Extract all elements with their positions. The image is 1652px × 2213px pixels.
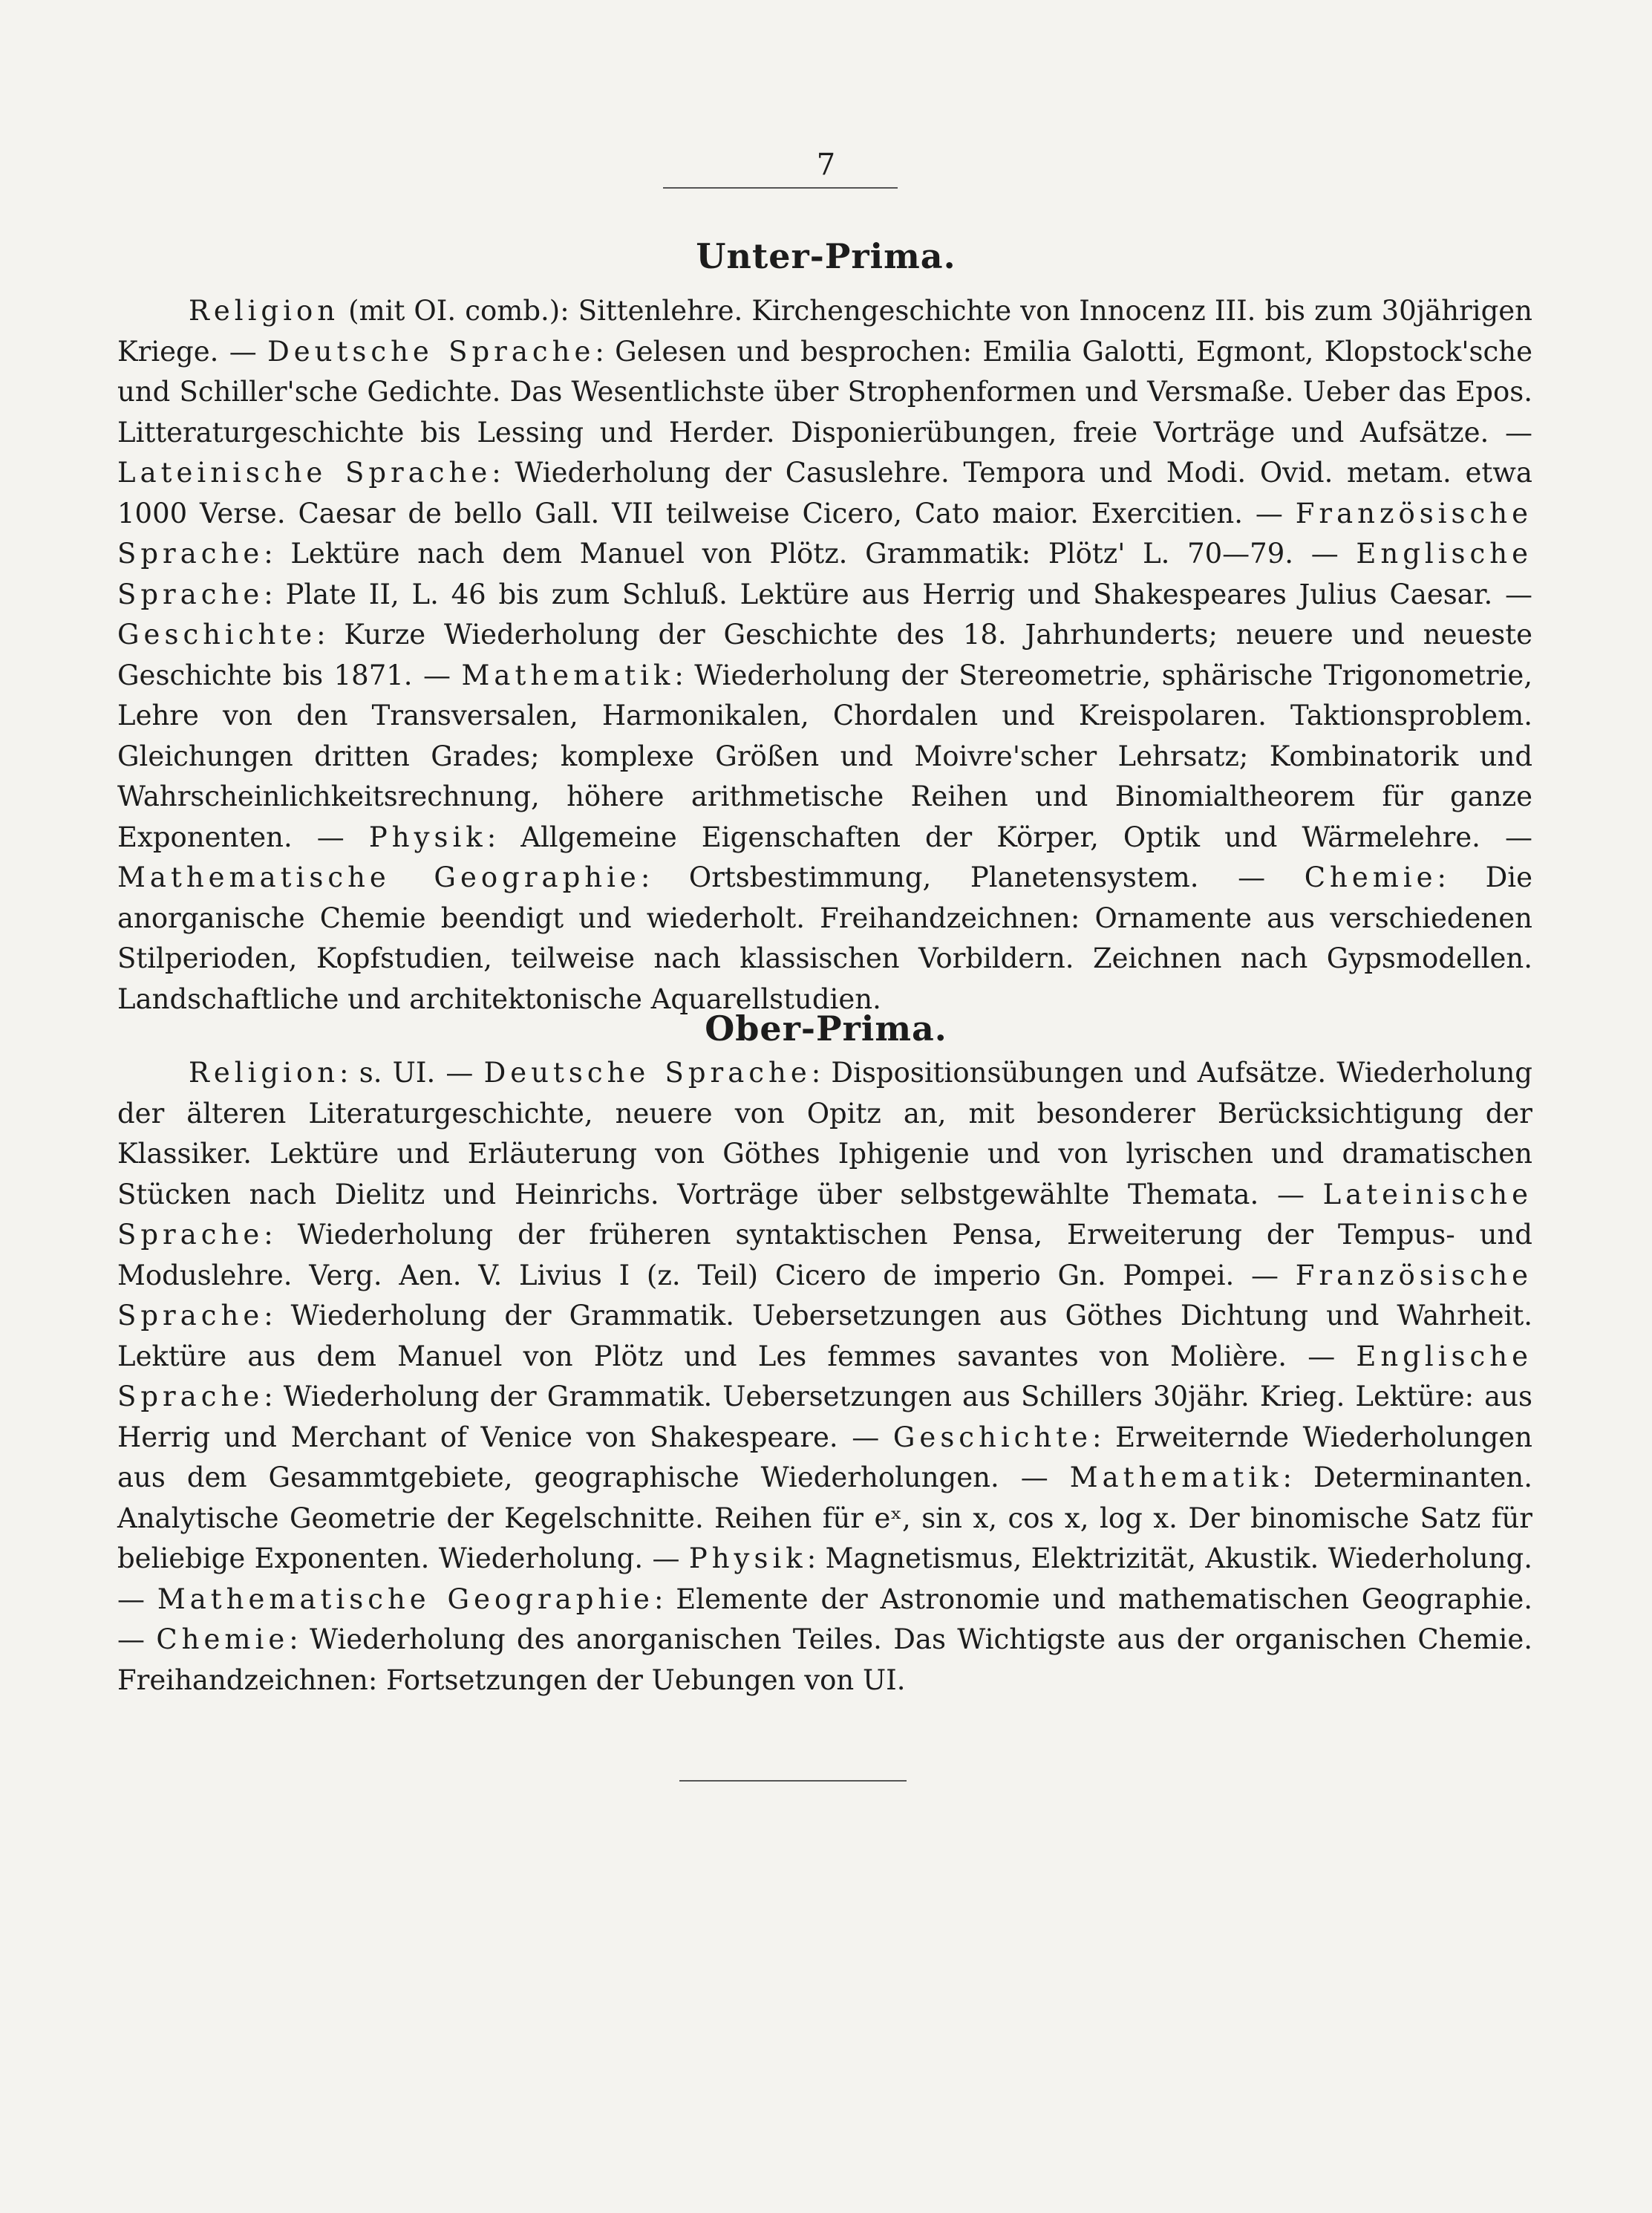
entry-text: : Wiederholung der Grammatik. Uebersetzungen aus Göthes Dichtung und Wahrheit. Lektüre aus dem Manuel von Plötz und Les femmes savantes von Molière. — [117,1300,1532,1372]
entry-text: : Plate II, L. 46 bis zum Schluß. Lektüre aus Herrig und Shakespeares Julius Caesar. — [264,578,1532,610]
subject-franzoesische-sprache: Französische Sprache [117,1259,1532,1332]
entry-text: : Allgemeine Eigenschaften der Körper, Optik und Wärmelehre. — [486,821,1532,853]
subject-geschichte: Geschichte [892,1421,1093,1453]
entry-text: : Wiederholung der früheren syntaktischen Pensa, Erweiterung der Tempus- und Moduslehre. Verg. Aen. V. Livius I (z. Teil) Cicero de imperio Gn. Pompei. — [117,1219,1532,1291]
subject-englische-sprache: Englische Sprache [117,538,1532,610]
entry-text: : Wiederholung der Casuslehre. Tempora und Modi. Ovid. metam. etwa 1000 Verse. Caesar de bello Gall. VII teilweise Cicero, Cato maior. Exercitien. — [117,457,1532,529]
entry-text: : Dispositionsübungen und Aufsätze. Wiederholung der älteren Literaturgeschichte, neuere von Opitz an, mit besonderer Berücksichtigung der Klassiker. Lektüre und Erläuterung von Göthes Iphigenie und von lyrischen und dramatischen Stücken nach Dielitz und Heinrichs. Vorträge über selbstgewählte Themata. — [117,1057,1532,1210]
subject-religion: Religion [189,295,340,327]
subject-physik: Physik [368,821,487,853]
page-number: 7 [816,148,836,182]
subject-deutsche-sprache: Deutsche Sprache [267,335,595,368]
entry-text: : Die anorganische Chemie beendigt und wiederholt. Freihandzeichnen: Ornamente aus verschiedenen Stilperioden, Kopfstudien, teilweise nach klassischen Vorbildern. Zeichnen nach Gypsmodellen. Landschaftliche und architektonische Aquarellstudien. [117,861,1532,1015]
subject-mathematische-geographie: Mathematische Geographie [117,861,641,893]
entry-text: : Wiederholung der Grammatik. Uebersetzungen aus Schillers 30jähr. Krieg. Lektüre: aus Herrig und Merchant of Venice von Shakespeare. — [117,1381,1532,1453]
entry-text: : Kurze Wiederholung der Geschichte des 18. Jahrhunderts; neuere und neueste Geschichte bis 1871. — [117,619,1532,691]
entry-text: : Elemente der Astronomie und mathematischen Geographie. — [117,1583,1532,1655]
subject-geschichte: Geschichte [117,619,317,651]
entry-text: : Determinanten. Analytische Geometrie der Kegelschnitte. Reihen für eˣ, sin x, cos x, log x. Der binomische Satz für beliebige Exponenten. Wiederholung. — [117,1461,1533,1574]
subject-lateinische-sprache: Lateinische Sprache [117,1178,1532,1251]
subject-mathematik: Mathematik [461,659,675,691]
entry-text: : Magnetismus, Elektrizität, Akustik. Wiederholung. — [117,1542,1532,1615]
subject-mathematik: Mathematik [1069,1461,1283,1493]
subject-chemie: Chemie [156,1623,290,1655]
subject-lateinische-sprache: Lateinische Sprache [117,457,492,489]
entry-text: : Wiederholung der Stereometrie, sphärische Trigonometrie, Lehre von den Transversalen, Harmonikalen, Chordalen und Kreispolaren. Taktionsproblem. Gleichungen dritten Grades; komplexe Größen und Moivre'scher Lehrsatz; Kombinatorik und Wahrscheinlichkeitsrechnung, höhere arithmetische Reihen und Binomialtheorem für ganze Exponenten. — [117,659,1532,853]
entry-text: : Erweiternde Wiederholungen aus dem Gesammtgebiete, geographische Wiederholungen. — [117,1421,1532,1493]
entry-text: : s. UI. — [339,1057,484,1089]
bottom-rule [679,1780,907,1782]
subject-physik: Physik [688,1542,807,1574]
entry-text: : Lektüre nach dem Manuel von Plötz. Grammatik: Plötz' L. 70—79. — [264,538,1356,570]
section-body-ober-prima [117,1053,1532,1701]
section-title-ober-prima: Ober-Prima. [705,1008,947,1049]
subject-chemie: Chemie [1304,861,1437,893]
entry-text: : Wiederholung des anorganischen Teiles. Das Wichtigste aus der organischen Chemie. Freihandzeichnen: Fortsetzungen der Uebungen von UI. [117,1623,1532,1696]
subject-mathematische-geographie: Mathematische Geographie [157,1583,654,1615]
entry-text: (mit OI. comb.): Sittenlehre. Kirchengeschichte von Innocenz III. bis zum 30jährigen Kriege. — [117,295,1532,368]
top-rule [663,187,898,189]
subject-franzoesische-sprache: Französische Sprache [117,497,1532,570]
subject-religion: Religion [189,1057,340,1089]
subject-englische-sprache: Englische Sprache [117,1340,1532,1412]
entry-text: : Ortsbestimmung, Planetensystem. — [640,861,1305,893]
section-title-unter-prima: Unter-Prima. [696,236,956,276]
section-body-unter-prima [117,291,1532,1020]
entry-text: : Gelesen und besprochen: Emilia Galotti, Egmont, Klopstock'sche und Schiller'sche Gedichte. Das Wesentlichste über Strophenformen und Versmaße. Ueber das Epos. Litteraturgeschichte bis Lessing und Herder. Disponierübungen, freie Vorträge und Aufsätze. — [117,335,1532,449]
subject-deutsche-sprache: Deutsche Sprache [483,1057,812,1089]
